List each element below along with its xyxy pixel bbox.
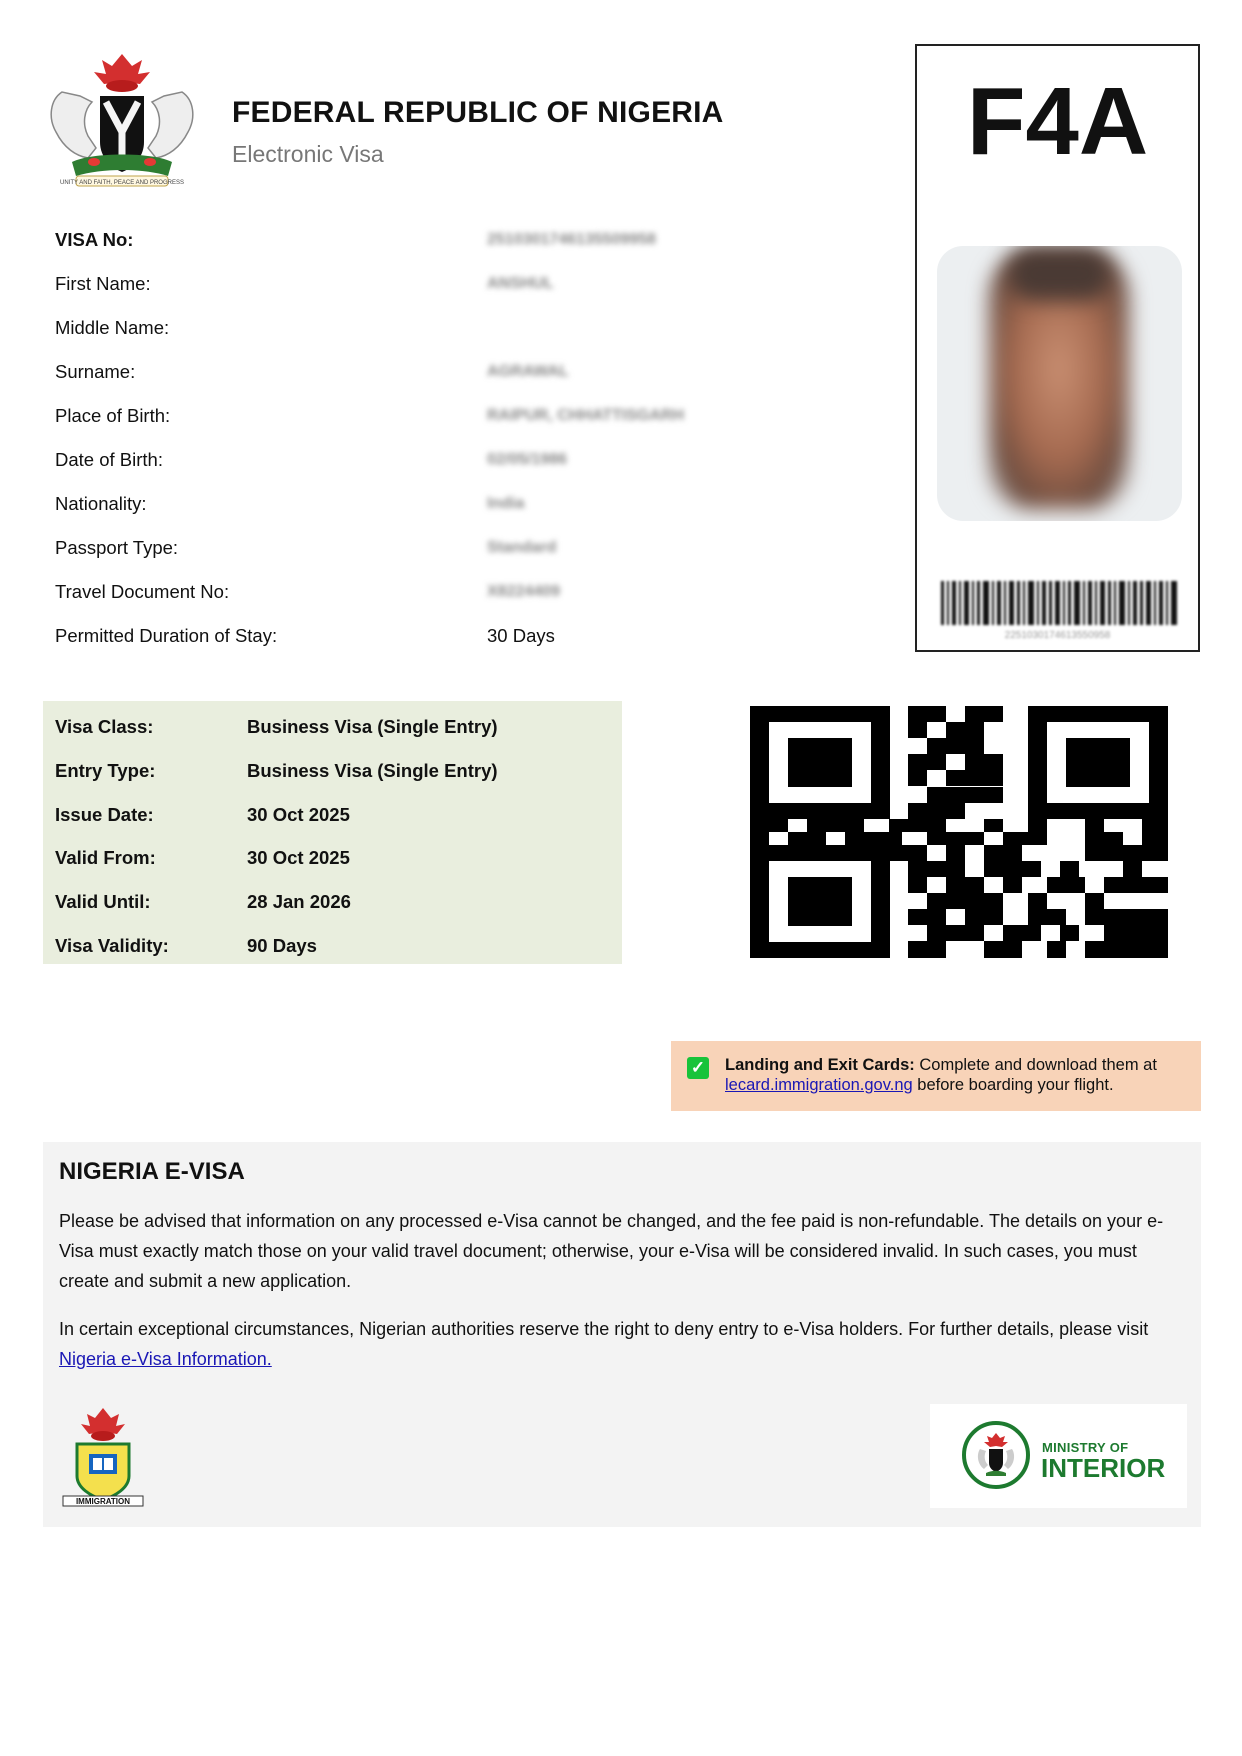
document-subtitle: Electronic Visa xyxy=(232,141,384,167)
barcode-number: 2251030174613550958 xyxy=(1004,630,1111,641)
visa-row-valid-until xyxy=(55,880,351,924)
visa-row-class xyxy=(55,705,498,749)
field-row-surname xyxy=(55,350,755,394)
field-value: AGRAWAL xyxy=(487,363,569,380)
field-value: X8224409 xyxy=(487,583,560,600)
field-label: Surname: xyxy=(55,361,136,382)
ministry-seal-icon xyxy=(962,1421,1030,1489)
evisa-information-link[interactable]: Nigeria e-Visa Information. xyxy=(59,1349,272,1369)
coat-of-arms-logo xyxy=(42,52,202,190)
visa-value: Business Visa (Single Entry) xyxy=(247,716,498,737)
visa-label: Entry Type: xyxy=(55,760,156,781)
info-paragraph: Please be advised that information on any processed e-Visa cannot be changed, and the fee paid is non-refundable. The details on your e-Visa must exactly match those on your valid travel document; otherwise, your e-Visa will be considered invalid. In such cases, you must create and submit a new application. xyxy=(59,1211,1164,1291)
visa-label: Issue Date: xyxy=(55,804,154,825)
ministry-of-interior-logo xyxy=(930,1404,1187,1508)
field-label: Permitted Duration of Stay: xyxy=(55,625,278,646)
visa-label: Valid Until: xyxy=(55,891,151,912)
barcode xyxy=(941,581,1181,625)
field-label: Date of Birth: xyxy=(55,449,163,470)
personal-details xyxy=(55,218,755,658)
lecard-link[interactable]: lecard.immigration.gov.ng xyxy=(725,1076,913,1094)
coat-of-arms-motto: UNITY AND FAITH, PEACE AND PROGRESS xyxy=(60,180,184,186)
field-row-duration-of-stay xyxy=(55,614,755,658)
field-label: VISA No: xyxy=(55,229,134,250)
visa-value: Business Visa (Single Entry) xyxy=(247,760,498,781)
field-label: Place of Birth: xyxy=(55,405,171,426)
visa-label: Visa Validity: xyxy=(55,935,169,956)
field-label: Travel Document No: xyxy=(55,581,230,602)
notice-bold: Landing and Exit Cards: xyxy=(725,1056,915,1074)
field-row-visa-no xyxy=(55,218,755,262)
visa-value: 30 Oct 2025 xyxy=(247,804,350,825)
field-row-passport-type xyxy=(55,526,755,570)
landing-exit-notice xyxy=(671,1041,1201,1111)
immigration-label: IMMIGRATION xyxy=(75,1497,131,1506)
qr-code xyxy=(750,706,1168,958)
document-title: FEDERAL REPUBLIC OF NIGERIA xyxy=(232,96,724,129)
field-value: 02/05/1986 xyxy=(487,451,568,468)
ministry-label-small: MINISTRY OF xyxy=(1042,1440,1129,1455)
info-paragraph xyxy=(59,1314,1179,1374)
evisa-info-box xyxy=(43,1142,1201,1527)
field-value: RAIPUR, CHHATTISGARH xyxy=(487,407,685,424)
field-row-date-of-birth xyxy=(55,438,755,482)
field-value: ANSHUL xyxy=(487,275,554,292)
info-title: NIGERIA E-VISA xyxy=(59,1158,245,1185)
visa-category-code: F4A xyxy=(966,68,1149,175)
field-row-place-of-birth xyxy=(55,394,755,438)
visa-value: 30 Oct 2025 xyxy=(247,847,350,868)
field-label: First Name: xyxy=(55,273,151,294)
visa-value: 28 Jan 2026 xyxy=(247,891,351,912)
ministry-label-big: INTERIOR xyxy=(1041,1453,1166,1483)
visa-row-validity xyxy=(55,924,317,968)
field-row-travel-document-no xyxy=(55,570,755,614)
field-row-first-name xyxy=(55,262,755,306)
field-value: Standard xyxy=(487,539,557,556)
field-value: 30 Days xyxy=(487,625,555,646)
passport-photo xyxy=(937,246,1182,521)
visa-value: 90 Days xyxy=(247,935,317,956)
field-label: Middle Name: xyxy=(55,317,170,338)
field-value: 2510301746135509958 xyxy=(487,231,657,248)
field-value: India xyxy=(487,495,525,512)
visa-row-entry-type xyxy=(55,749,498,793)
visa-label: Visa Class: xyxy=(55,716,154,737)
notice-text-part: Complete and download them at xyxy=(914,1056,1157,1074)
field-row-middle-name xyxy=(55,306,755,350)
info-paragraph-text: In certain exceptional circumstances, Nigerian authorities reserve the right to deny entry to e-Visa holders. For further details, please visit xyxy=(59,1319,1149,1339)
field-label: Nationality: xyxy=(55,493,147,514)
notice-text-part: before boarding your flight. xyxy=(912,1076,1114,1094)
visa-label: Valid From: xyxy=(55,847,156,868)
visa-row-valid-from xyxy=(55,836,350,880)
checkmark-icon: ✓ xyxy=(687,1057,709,1079)
photo-card xyxy=(915,44,1200,652)
notice-text xyxy=(725,1055,1185,1095)
field-row-nationality xyxy=(55,482,755,526)
visa-row-issue-date xyxy=(55,793,350,837)
immigration-logo xyxy=(59,1404,147,1508)
visa-details-box xyxy=(43,701,622,964)
field-label: Passport Type: xyxy=(55,537,179,558)
